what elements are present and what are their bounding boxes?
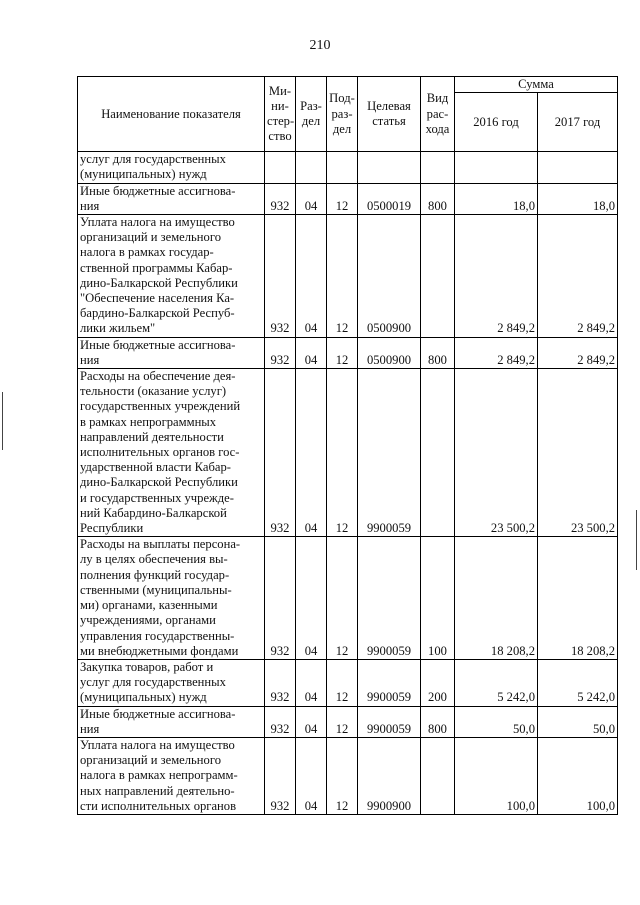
row-sum-2016: 100,0 <box>455 737 538 814</box>
table-row <box>78 152 618 183</box>
row-section <box>296 152 327 183</box>
row-section: 04 <box>296 706 327 737</box>
row-sum-2016: 23 500,2 <box>455 369 538 537</box>
row-name: Иные бюджетные ассигнова- ния <box>78 183 265 214</box>
row-ministry: 932 <box>265 215 296 338</box>
row-sum-2016: 18,0 <box>455 183 538 214</box>
budget-table <box>77 76 618 815</box>
row-expense-type: 800 <box>421 183 455 214</box>
header-year-2016: 2016 год <box>455 93 538 152</box>
row-subsection: 12 <box>327 337 358 368</box>
table-row <box>78 337 618 368</box>
row-name: Расходы на обеспечение дея- тельности (оказание услуг) государственных учреждений в рамках непрограммных направлений деятельности исполнительных органов гос- ударственной власти Кабар- дино-Балкарской Республики и государственных учрежде- ний Кабардино-Балкарской Республики <box>78 369 265 537</box>
row-section: 04 <box>296 215 327 338</box>
page-number: 210 <box>309 38 331 53</box>
row-sum-2017: 50,0 <box>538 706 618 737</box>
header-ministry: Ми- ни- стер- ство <box>265 77 296 152</box>
row-subsection: 12 <box>327 369 358 537</box>
row-sum-2016 <box>455 152 538 183</box>
row-subsection: 12 <box>327 537 358 660</box>
row-section: 04 <box>296 737 327 814</box>
row-section: 04 <box>296 337 327 368</box>
table-row <box>78 737 618 814</box>
row-ministry: 932 <box>265 706 296 737</box>
table-row <box>78 183 618 214</box>
table-row <box>78 369 618 537</box>
row-sum-2017: 2 849,2 <box>538 337 618 368</box>
row-name: услуг для государственных (муниципальных) нужд <box>78 152 265 183</box>
table-row <box>78 537 618 660</box>
row-name: Уплата налога на имущество организаций и земельного налога в рамках непрограмм- ных направлений деятельно- сти исполнительных органов <box>78 737 265 814</box>
row-name: Уплата налога на имущество организаций и земельного налога в рамках государ- ственной программы Кабар- дино-Балкарской Республики "Обеспечение населения Ка- бардино-Балкарской Респуб- лики жильем" <box>78 215 265 338</box>
edge-mark-right <box>636 510 637 570</box>
row-section: 04 <box>296 183 327 214</box>
row-expense-type <box>421 152 455 183</box>
row-ministry: 932 <box>265 659 296 706</box>
row-name: Иные бюджетные ассигнова- ния <box>78 706 265 737</box>
row-subsection: 12 <box>327 737 358 814</box>
row-expense-type: 800 <box>421 706 455 737</box>
row-sum-2017: 18,0 <box>538 183 618 214</box>
row-target <box>358 152 421 183</box>
row-sum-2017 <box>538 152 618 183</box>
table-row <box>78 659 618 706</box>
row-subsection: 12 <box>327 183 358 214</box>
row-name: Закупка товаров, работ и услуг для государственных (муниципальных) нужд <box>78 659 265 706</box>
row-section: 04 <box>296 537 327 660</box>
row-target: 0500900 <box>358 337 421 368</box>
row-expense-type <box>421 369 455 537</box>
header-year-2017: 2017 год <box>538 93 618 152</box>
row-sum-2016: 5 242,0 <box>455 659 538 706</box>
row-target: 9900059 <box>358 659 421 706</box>
row-target: 0500900 <box>358 215 421 338</box>
row-subsection: 12 <box>327 659 358 706</box>
row-target: 9900059 <box>358 369 421 537</box>
row-expense-type: 800 <box>421 337 455 368</box>
row-target: 9900900 <box>358 737 421 814</box>
row-target: 9900059 <box>358 537 421 660</box>
row-subsection: 12 <box>327 706 358 737</box>
row-expense-type: 200 <box>421 659 455 706</box>
row-sum-2017: 18 208,2 <box>538 537 618 660</box>
row-target: 0500019 <box>358 183 421 214</box>
row-sum-2016: 18 208,2 <box>455 537 538 660</box>
row-ministry: 932 <box>265 537 296 660</box>
table-row <box>78 215 618 338</box>
row-ministry: 932 <box>265 183 296 214</box>
row-sum-2017: 100,0 <box>538 737 618 814</box>
row-sum-2017: 23 500,2 <box>538 369 618 537</box>
table-body <box>78 152 618 815</box>
header-subsection: Под- раз- дел <box>327 77 358 152</box>
header-expense-type: Вид рас- хода <box>421 77 455 152</box>
row-sum-2016: 2 849,2 <box>455 215 538 338</box>
row-subsection: 12 <box>327 215 358 338</box>
row-ministry: 932 <box>265 737 296 814</box>
row-ministry <box>265 152 296 183</box>
row-sum-2017: 2 849,2 <box>538 215 618 338</box>
row-ministry: 932 <box>265 369 296 537</box>
row-expense-type <box>421 737 455 814</box>
row-sum-2017: 5 242,0 <box>538 659 618 706</box>
row-sum-2016: 50,0 <box>455 706 538 737</box>
row-expense-type <box>421 215 455 338</box>
row-section: 04 <box>296 369 327 537</box>
header-name: Наименование показателя <box>78 77 265 152</box>
row-subsection <box>327 152 358 183</box>
edge-mark-left <box>2 392 3 450</box>
row-target: 9900059 <box>358 706 421 737</box>
row-sum-2016: 2 849,2 <box>455 337 538 368</box>
row-section: 04 <box>296 659 327 706</box>
header-sum: Сумма <box>455 77 618 93</box>
row-name: Расходы на выплаты персона- лу в целях обеспечения вы- полнения функций государ- ственными (муниципальны- ми) органами, казенными учреждениями, органами управления государственны- ми внебюджетными фондами <box>78 537 265 660</box>
table-header <box>78 77 618 152</box>
row-name: Иные бюджетные ассигнова- ния <box>78 337 265 368</box>
row-ministry: 932 <box>265 337 296 368</box>
row-expense-type: 100 <box>421 537 455 660</box>
table-row <box>78 706 618 737</box>
header-section: Раз- дел <box>296 77 327 152</box>
header-target: Целевая статья <box>358 77 421 152</box>
